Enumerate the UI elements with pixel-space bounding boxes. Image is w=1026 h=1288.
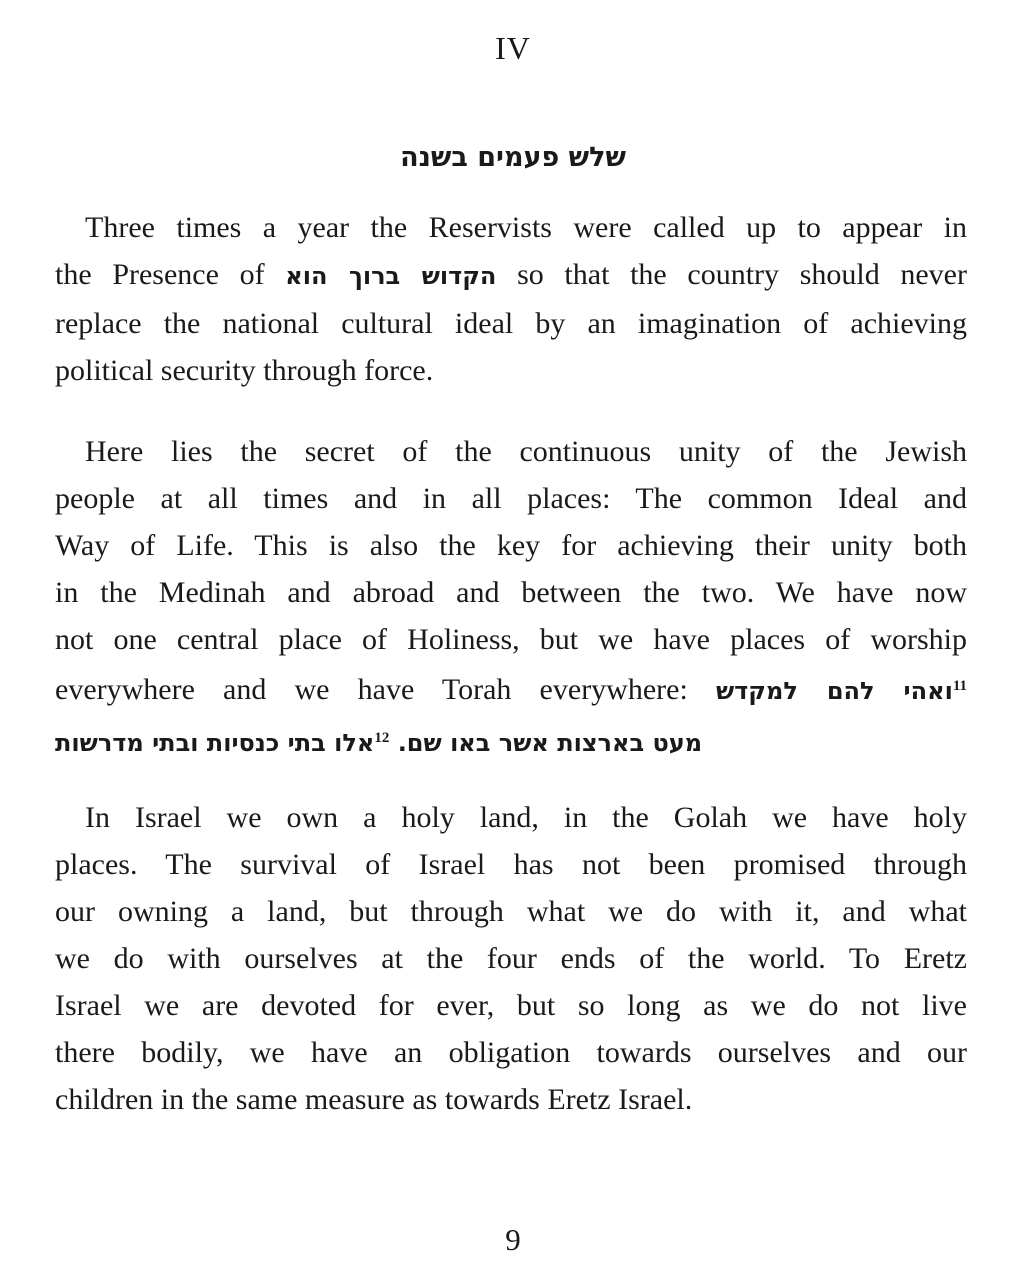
paragraph-line: Way of Life. This is also the key for achieving their unity both bbox=[55, 529, 967, 562]
paragraph-line: Here lies the secret of the continuous unity of the Jewish bbox=[85, 435, 967, 468]
paragraph-line bbox=[55, 251, 967, 300]
paragraph-line: in the Medinah and abroad and between the two. We have now bbox=[55, 576, 967, 609]
hebrew-phrase: ואהי להם למקדש bbox=[715, 677, 953, 705]
paragraph-line: In Israel we own a holy land, in the Golah we have holy bbox=[85, 801, 967, 834]
paragraph-line: people at all times and in all places: The common Ideal and bbox=[55, 482, 967, 515]
hebrew-line bbox=[55, 715, 967, 767]
paragraph-line: replace the national cultural ideal by an imagination of achieving bbox=[55, 307, 967, 340]
paragraph-line: children in the same measure as towards Eretz Israel. bbox=[55, 1083, 693, 1116]
hebrew-quote bbox=[716, 677, 967, 705]
footnote-marker: 12 bbox=[374, 730, 390, 746]
text-fragment: the Presence of bbox=[55, 258, 265, 291]
paragraph-3 bbox=[55, 794, 967, 1123]
paragraph-line: political security through force. bbox=[55, 354, 434, 387]
paragraph-line: our owning a land, but through what we do with it, and what bbox=[55, 895, 967, 928]
hebrew-phrase: הקדוש ברוך הוא bbox=[285, 262, 497, 290]
paragraph-line: Israel we are devoted for ever, but so long as we do not live bbox=[55, 989, 967, 1022]
paragraph-line: Three times a year the Reservists were called up to appear in bbox=[85, 211, 967, 244]
paragraph-line: we do with ourselves at the four ends of the world. To Eretz bbox=[55, 942, 967, 975]
hebrew-heading: שלש פעמים בשנה bbox=[400, 142, 626, 173]
paragraph-line: there bodily, we have an obligation towards ourselves and our bbox=[55, 1036, 967, 1069]
text-fragment: so that the country should never bbox=[517, 258, 967, 291]
page-number: 9 bbox=[505, 1222, 521, 1257]
hebrew-phrase: מעט בארצות אשר באו שם. bbox=[397, 729, 703, 757]
paragraph-line: places. The survival of Israel has not been promised through bbox=[55, 848, 967, 881]
paragraph-line: not one central place of Holiness, but we have places of worship bbox=[55, 623, 967, 656]
hebrew-phrase: אלו בתי כנסיות ובתי מדרשות bbox=[55, 729, 375, 757]
footnote-marker: 11 bbox=[952, 678, 968, 694]
paragraph-2 bbox=[55, 428, 967, 767]
paragraph-1 bbox=[55, 204, 967, 394]
chapter-number: IV bbox=[495, 30, 531, 66]
paragraph-line bbox=[55, 663, 967, 715]
text-fragment: everywhere and we have Torah everywhere: bbox=[55, 673, 688, 706]
